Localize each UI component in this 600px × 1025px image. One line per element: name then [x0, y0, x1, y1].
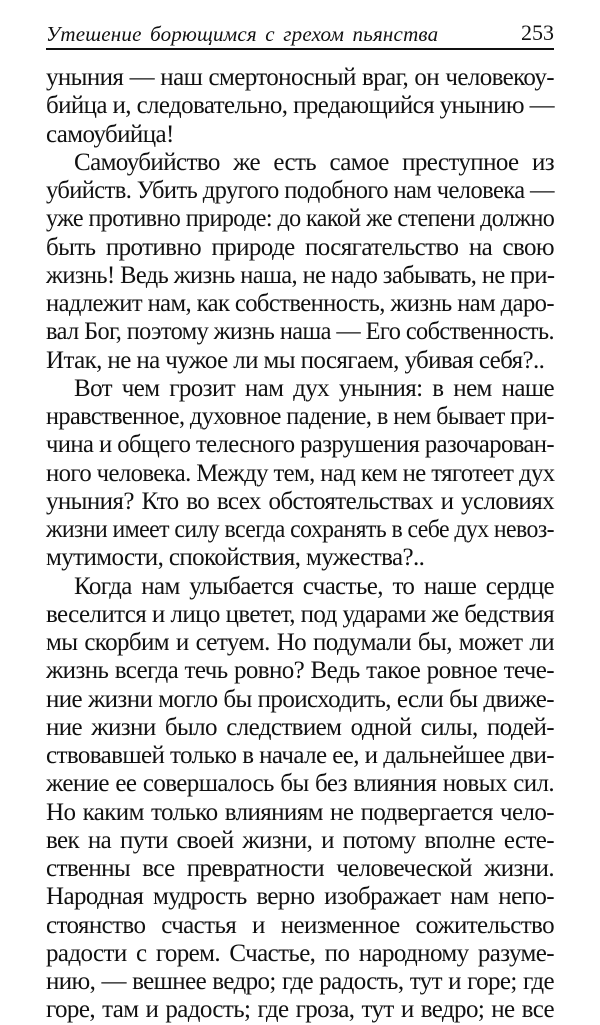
text-line: нравственное, духовное падение, в нем бывает при- — [46, 403, 554, 430]
page-number: 253 — [521, 20, 554, 45]
text-line: мутимости, спокойствия, мужества?.. — [46, 544, 425, 572]
text-line: стоянство счастья и неизменное сожительство — [46, 911, 554, 939]
text-line: ного человека. Между тем, над кем не тяготеет дух — [46, 459, 555, 487]
text-line: жизнь всегда течь ровно? Ведь такое ровное тече- — [46, 657, 554, 685]
text-line: чина и общего телесного разрушения разочарован- — [46, 431, 554, 459]
text-line: радости с горем. Счастье, по народному разуме- — [46, 939, 554, 967]
text-line: убийств. Убить другого подобного нам человека — — [46, 177, 554, 204]
text-line: нию, — вешнее ведро; где радость, тут и горе; где — [46, 968, 554, 995]
text-line: бийца и, следовательно, предающийся унынию — — [46, 92, 554, 120]
text-line: уже противно природе: до какой же степени должно — [46, 205, 555, 233]
text-line: ние жизни могло бы происходить, если бы движе- — [46, 685, 554, 713]
page-header — [46, 20, 554, 50]
text-line: Итак, не на чужое ли мы посягаем, убивая себя?.. — [46, 346, 545, 374]
text-line: жизни имеет силу всегда сохранять в себе дух невоз- — [46, 516, 555, 543]
text-line: ственны все превратности человеческой жизни. — [46, 855, 554, 882]
text-line: Народная мудрость верно изображает нам непо- — [46, 883, 554, 911]
text-line: самоубийца! — [46, 120, 174, 148]
text-line: Когда нам улыбается счастье, то наше сердце — [74, 572, 554, 600]
text-line: жение ее совершалось бы без влияния новых сил. — [46, 770, 554, 798]
text-line: быть противно природе посягательство на свою — [46, 233, 554, 261]
text-body — [46, 64, 554, 1025]
text-line: век на пути своей жизни, и потому вполне есте- — [46, 826, 554, 854]
text-line: ние жизни было следствием одной силы, подей- — [46, 713, 554, 741]
text-line: Самоубийство же есть самое преступное из — [74, 148, 554, 176]
text-line: веселится и лицо цветет, под ударами же бедствия — [46, 600, 554, 628]
text-line: Но каким только влияниям не подвергается чело- — [46, 798, 554, 826]
text-line: уныния — наш смертоносный враг, он человекоу- — [46, 64, 554, 91]
text-line: мы скорбим и сетуем. Но подумали бы, может ли — [46, 629, 554, 656]
text-line: горе, там и радость; где гроза, тут и ведро; не все — [46, 996, 554, 1024]
text-line: Вот чем грозит нам дух уныния: в нем наше — [74, 374, 554, 402]
text-line: надлежит нам, как собственность, жизнь нам даро- — [46, 290, 554, 317]
text-line: ствовавшей только в начале ее, и дальнейшее дви- — [46, 742, 554, 769]
running-title: Утешение борющимся с грехом пьянства — [46, 22, 439, 46]
text-line: жизнь! Ведь жизнь наша, не надо забывать, не при- — [46, 261, 555, 289]
text-line: вал Бог, поэтому жизнь наша — Его собственность. — [46, 318, 554, 346]
text-line: уныния? Кто во всех обстоятельствах и условиях — [46, 487, 554, 515]
